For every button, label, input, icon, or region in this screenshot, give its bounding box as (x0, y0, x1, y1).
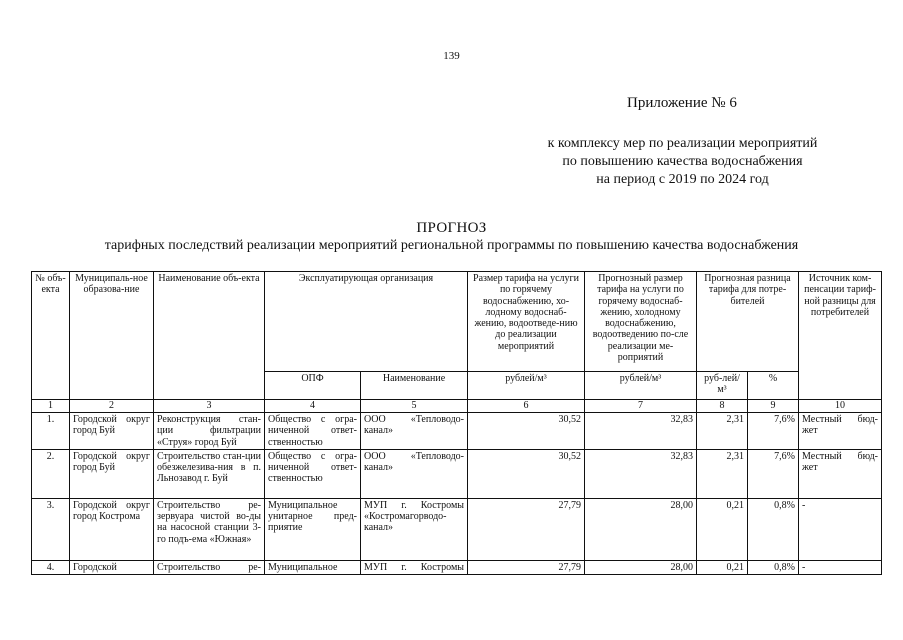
col-number: 9 (748, 400, 799, 413)
col-number: 10 (799, 400, 882, 413)
table-row (32, 413, 882, 450)
appendix-heading: Приложение № 6 (627, 95, 737, 111)
subtitle-line: на период с 2019 по 2024 год (596, 172, 769, 187)
appendix-subtitle (510, 135, 855, 189)
row-opf: Муниципальное унитарное пред-приятие (265, 498, 361, 560)
row-tariff-after: 28,00 (585, 498, 697, 560)
col-number: 6 (468, 400, 585, 413)
row-tariff-after: 32,83 (585, 449, 697, 498)
page-number: 139 (443, 50, 460, 62)
col-number: 1 (32, 400, 70, 413)
row-source: - (799, 560, 882, 574)
header-unit-diff: руб-лей/м³ (697, 372, 748, 400)
row-municipality: Городской округ город Буй (70, 449, 154, 498)
row-pct: 7,6% (748, 449, 799, 498)
row-diff: 0,21 (697, 560, 748, 574)
header-org-name: Наименование (361, 372, 468, 400)
row-diff: 2,31 (697, 449, 748, 498)
col-number: 7 (585, 400, 697, 413)
header-unit-pct: % (748, 372, 799, 400)
row-tariff-after: 28,00 (585, 560, 697, 574)
row-source: Местный бюд-жет (799, 449, 882, 498)
row-num: 1. (32, 413, 70, 450)
col-number: 2 (70, 400, 154, 413)
row-municipality: Городской округ город Кострома (70, 498, 154, 560)
subtitle-line: по повышению качества водоснабжения (562, 154, 803, 169)
header-tariff-after: Прогнозный размер тарифа на услуги по горячему водоснаб-жению, холодному водоснабжению, водоотведению по-сле реализации ме-роприятий (585, 272, 697, 372)
header-tariff-before: Размер тарифа на услуги по горячему водоснабжению, хо-лодному водоснаб-жению, водоотведе-нию до реализации мероприятий (468, 272, 585, 372)
row-object: Строительство ре- (154, 560, 265, 574)
row-org-name: ООО «Тепловодо-канал» (361, 413, 468, 450)
col-number: 4 (265, 400, 361, 413)
row-diff: 0,21 (697, 498, 748, 560)
row-tariff-before: 30,52 (468, 449, 585, 498)
col-number: 8 (697, 400, 748, 413)
row-diff: 2,31 (697, 413, 748, 450)
subtitle-line: к комплексу мер по реализации мероприятий (547, 136, 818, 151)
row-municipality: Городской округ город Буй (70, 413, 154, 450)
row-tariff-before: 30,52 (468, 413, 585, 450)
header-unit-after: рублей/м³ (585, 372, 697, 400)
row-tariff-before: 27,79 (468, 498, 585, 560)
row-org-name: ООО «Тепловодо-канал» (361, 449, 468, 498)
forecast-table (31, 271, 882, 575)
header-num: № объ-екта (32, 272, 70, 400)
row-object: Реконструкция стан-ции фильтрации «Струя» город Буй (154, 413, 265, 450)
row-org-name: МУП г. Костромы «Костромагорводо-канал» (361, 498, 468, 560)
row-org-name: МУП г. Костромы (361, 560, 468, 574)
row-object: Строительство стан-ции обезжелезива-ния в п. Льнозавод г. Буй (154, 449, 265, 498)
row-pct: 0,8% (748, 560, 799, 574)
table-row (32, 449, 882, 498)
col-number: 3 (154, 400, 265, 413)
row-tariff-after: 32,83 (585, 413, 697, 450)
header-diff: Прогнозная разница тарифа для потре-бителей (697, 272, 799, 372)
row-municipality: Городской (70, 560, 154, 574)
table-row (32, 560, 882, 574)
header-organization: Эксплуатирующая организация (265, 272, 468, 372)
row-num: 3. (32, 498, 70, 560)
row-pct: 0,8% (748, 498, 799, 560)
row-opf: Общество с огра-ниченной ответ-ственностью (265, 413, 361, 450)
row-source: - (799, 498, 882, 560)
document-title: ПРОГНОЗ (416, 220, 487, 236)
row-opf: Общество с огра-ниченной ответ-ственностью (265, 449, 361, 498)
header-opf: ОПФ (265, 372, 361, 400)
row-tariff-before: 27,79 (468, 560, 585, 574)
document-subtitle: тарифных последствий реализации мероприятий региональной программы по повышению качества водоснабжения (104, 238, 799, 253)
row-source: Местный бюд-жет (799, 413, 882, 450)
row-opf: Муниципальное (265, 560, 361, 574)
row-object: Строительство ре-зервуара чистой во-ды на насосной станции 3-го подъ-ема «Южная» (154, 498, 265, 560)
col-number: 5 (361, 400, 468, 413)
row-num: 4. (32, 560, 70, 574)
header-object: Наименование объ-екта (154, 272, 265, 400)
header-municipality: Муниципаль-ное образова-ние (70, 272, 154, 400)
table-row (32, 498, 882, 560)
row-num: 2. (32, 449, 70, 498)
row-pct: 7,6% (748, 413, 799, 450)
header-source: Источник ком-пенсации тариф-ной разницы для потребителей (799, 272, 882, 400)
header-unit-before: рублей/м³ (468, 372, 585, 400)
